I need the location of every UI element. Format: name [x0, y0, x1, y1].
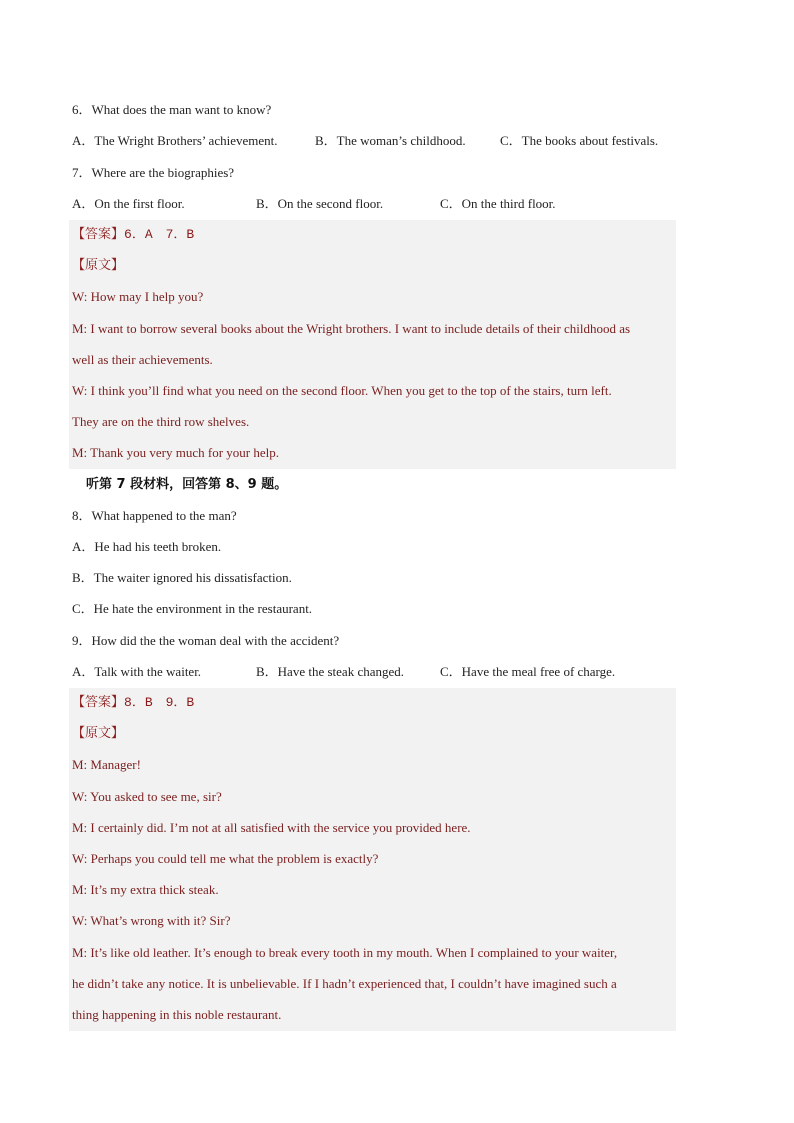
transcript-1-line: W: How may I help you? [72, 289, 204, 304]
transcript-2-line: M: Manager! [72, 757, 141, 772]
original-label-2: 【原文】 [72, 726, 125, 741]
question-6: 6．What does the man want to know? [72, 102, 272, 117]
transcript-2-line: he didn’t take any notice. It is unbelievable. If I hadn’t experienced that, I couldn’t have imagined such a [72, 976, 617, 991]
option-6b: B．The woman’s childhood. [315, 133, 466, 148]
option-9c: C．Have the meal free of charge. [440, 664, 616, 679]
original-label-1: 【原文】 [72, 258, 125, 273]
option-7b: B．On the second floor. [256, 196, 384, 211]
transcript-1-line: W: I think you’ll find what you need on the second floor. When you get to the top of the stairs, turn left. [72, 383, 612, 398]
option-6c: C．The books about festivals. [500, 133, 659, 148]
question-7: 7．Where are the biographies? [72, 165, 235, 180]
option-8c: C．He hate the environment in the restaurant. [72, 601, 313, 616]
transcript-2-line: thing happening in this noble restaurant. [72, 1007, 282, 1022]
transcript-1-line: M: I want to borrow several books about the Wright brothers. I want to include details of their childhood as [72, 321, 631, 336]
option-7a: A．On the first floor. [72, 196, 185, 211]
question-6-options [72, 131, 692, 151]
option-6a: A．The Wright Brothers’ achievement. [72, 133, 278, 148]
option-7c: C．On the third floor. [440, 196, 556, 211]
question-7-options [72, 194, 692, 214]
transcript-2-line: M: It’s my extra thick steak. [72, 882, 219, 897]
transcript-1-line: M: Thank you very much for your help. [72, 445, 279, 460]
transcript-1-line: They are on the third row shelves. [72, 414, 250, 429]
question-9: 9．How did the the woman deal with the accident? [72, 633, 340, 648]
transcript-1-line: well as their achievements. [72, 352, 213, 367]
option-8b: B．The waiter ignored his dissatisfaction. [72, 570, 292, 585]
section-heading-7: 听第 7 段材料，回答第 8、9 题。 [86, 477, 288, 492]
question-8: 8．What happened to the man? [72, 508, 237, 523]
answer-label-2: 【答案】8．B 9．B [72, 695, 195, 710]
answer-value-1: 6．A 7．B [124, 227, 195, 242]
question-9-options [72, 662, 692, 682]
option-9a: A．Talk with the waiter. [72, 664, 202, 679]
answer-value-2: 8．B 9．B [124, 695, 195, 710]
option-9b: B．Have the steak changed. [256, 664, 405, 679]
answer-label-1: 【答案】6．A 7．B [72, 227, 195, 242]
transcript-2-line: M: I certainly did. I’m not at all satisfied with the service you provided here. [72, 820, 471, 835]
transcript-2-line: M: It’s like old leather. It’s enough to break every tooth in my mouth. When I complained to your waiter, [72, 945, 618, 960]
transcript-2-line: W: You asked to see me, sir? [72, 789, 222, 804]
transcript-2-line: W: What’s wrong with it? Sir? [72, 913, 231, 928]
option-8a: A．He had his teeth broken. [72, 539, 222, 554]
transcript-2-line: W: Perhaps you could tell me what the problem is exactly? [72, 851, 379, 866]
